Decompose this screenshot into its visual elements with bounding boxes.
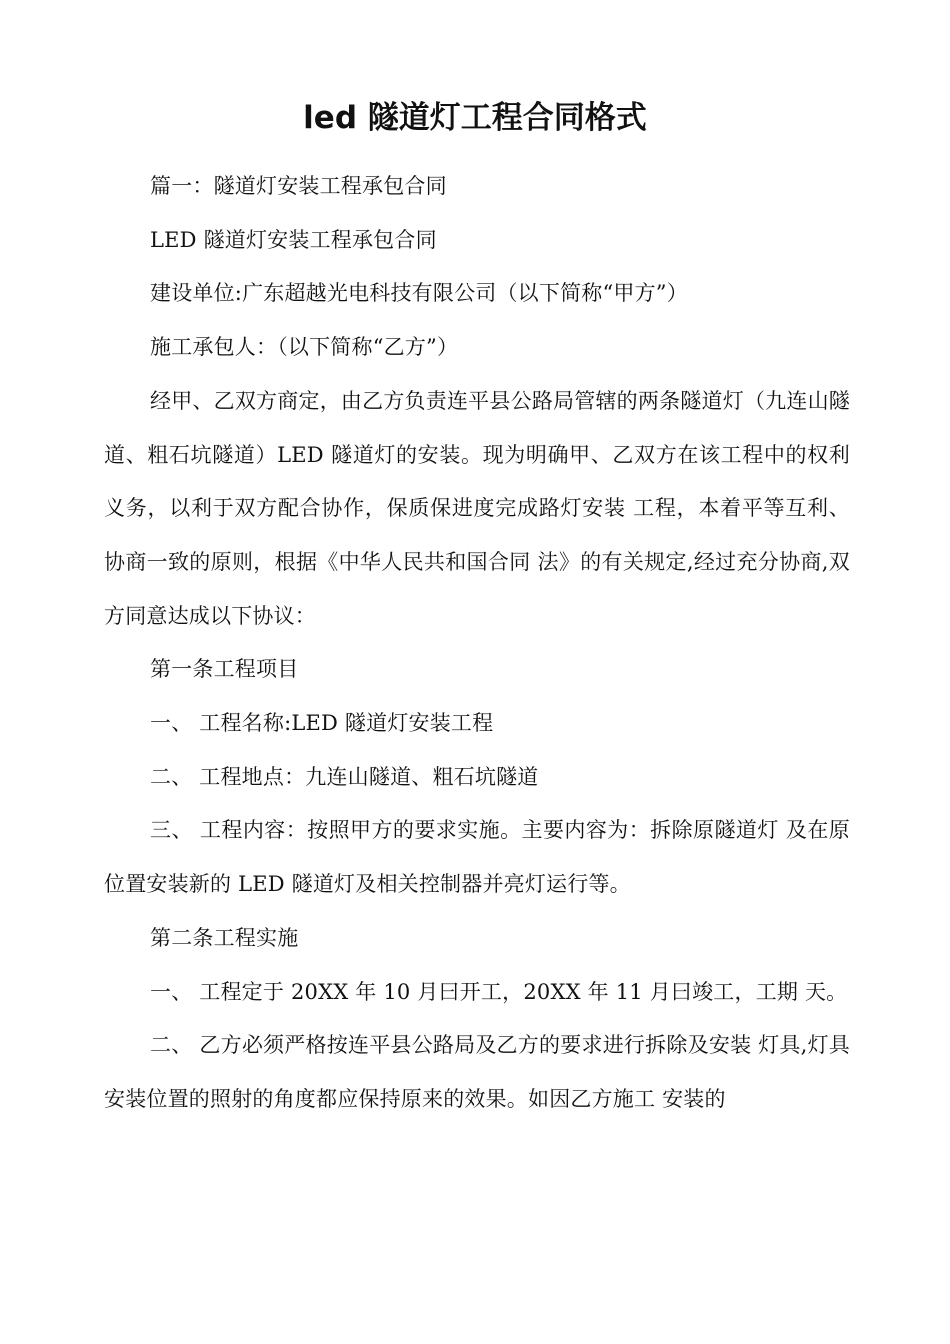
paragraph-article-1-heading: 第一条工程项目 <box>150 657 299 682</box>
paragraph-contract-name: LED 隧道灯安装工程承包合同 <box>150 227 437 252</box>
paragraph-project-name: 一、 工程名称:LED 隧道灯安装工程 <box>150 711 494 736</box>
paragraph-installation-requirements: 二、 乙方必须严格按连平县公路局及乙方的要求进行拆除及安装 灯具,灯具安装位置的照射的角度都应保持原来的效果。如因乙方施工 安装的 <box>104 1033 850 1111</box>
paragraph-article-2-heading: 第二条工程实施 <box>150 925 299 950</box>
document-body <box>104 160 850 1127</box>
paragraph-party-a: 建设单位:广东超越光电科技有限公司（以下简称“甲方”） <box>150 281 688 306</box>
paragraph-chapter-heading: 篇一：隧道灯安装工程承包合同 <box>150 174 447 198</box>
paragraph-project-location: 二、 工程地点：九连山隧道、粗石坑隧道 <box>150 764 539 789</box>
paragraph-schedule: 一、 工程定于 20XX 年 10 月曰开工，20XX 年 11 月曰竣工，工期 天。 <box>150 979 848 1004</box>
paragraph-project-content: 三、 工程内容：按照甲方的要求实施。主要内容为：拆除原隧道灯 及在原位置安装新的 LED 隧道灯及相关控制器并亮灯运行等。 <box>104 818 850 897</box>
document-title: led 隧道灯工程合同格式 <box>303 100 647 136</box>
paragraph-party-b: 施工承包人：（以下简称“乙方”） <box>150 335 459 360</box>
paragraph-preamble: 经甲、乙双方商定，由乙方负责连平县公路局管辖的两条隧道灯（九连山隧道、粗石坑隧道）LED 隧道灯的安装。现为明确甲、乙双方在该工程中的权利义务，以利于双方配合协作，保质保进度完成路灯安装 工程，本着平等互利、协商一致的原则，根据《中华人民共和国合同 法》的有关规定,经过充分协商,双方同意达成以下协议： <box>104 388 850 628</box>
